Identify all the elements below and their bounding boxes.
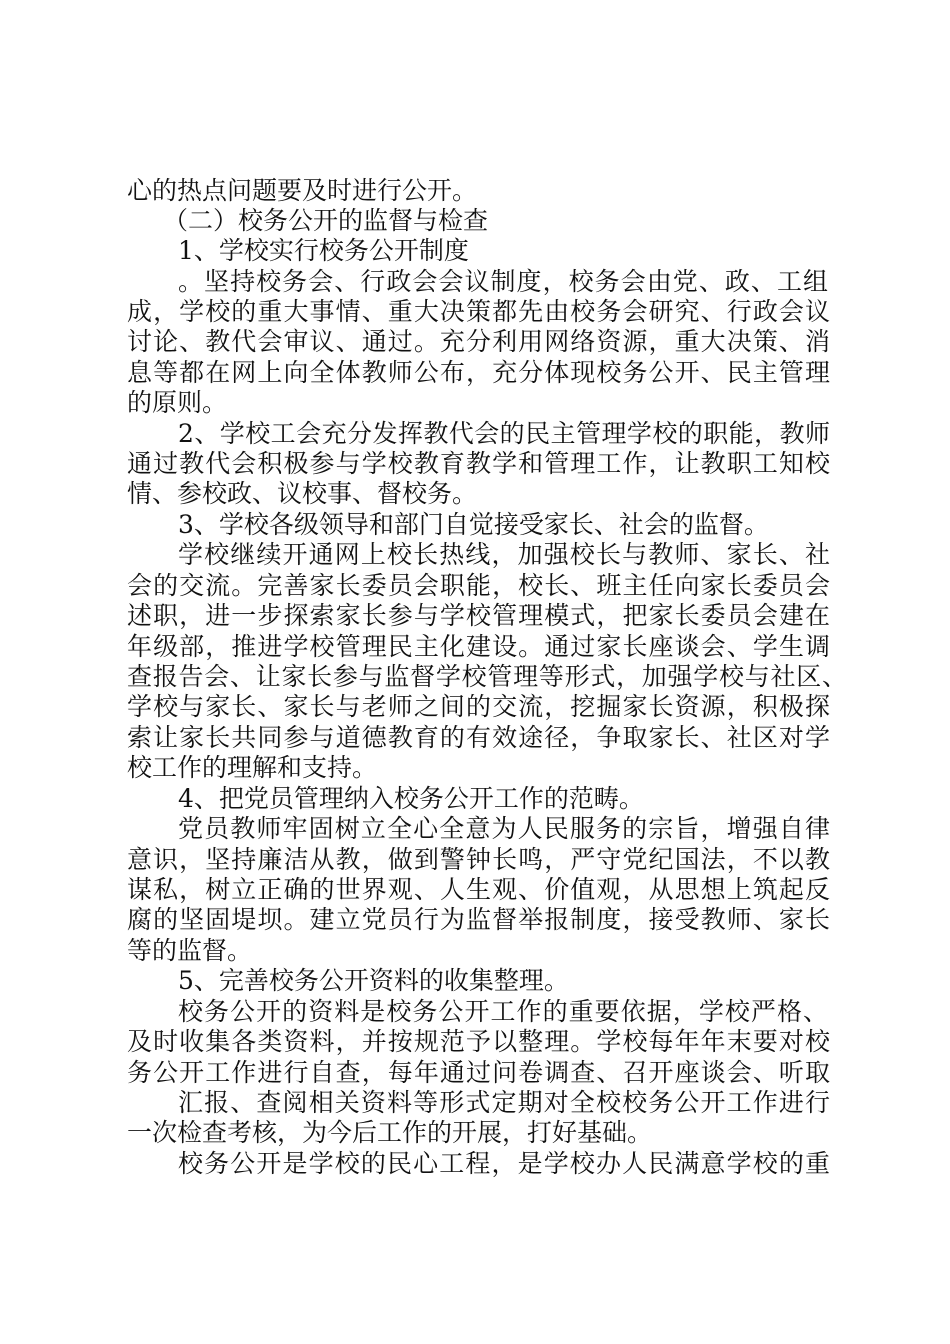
text-line: 讨论、教代会审议、通过。充分利用网络资源，重大决策、消 <box>127 327 830 356</box>
text-line: 校务公开是学校的民心工程，是学校办人民满意学校的重 <box>178 1149 830 1178</box>
text-line: 腐的坚固堤坝。建立党员行为监督举报制度，接受教师、家长 <box>127 905 830 934</box>
text-line: 校务公开的资料是校务公开工作的重要依据，学校严格、 <box>178 997 828 1026</box>
text-line: 索让家长共同参与道德教育的有效途径，争取家长、社区对学 <box>127 723 830 752</box>
text-line: 通过教代会积极参与学校教育教学和管理工作，让教职工知校 <box>127 449 830 478</box>
item-heading: 3、学校各级领导和部门自觉接受家长、社会的监督。 <box>178 510 769 539</box>
text-line: 及时收集各类资料，并按规范予以整理。学校每年年末要对校 <box>127 1027 830 1056</box>
text-line: 一次检查考核，为今后工作的开展，打好基础。 <box>127 1118 653 1147</box>
item-heading: 2、学校工会充分发挥教代会的民主管理学校的职能，教师 <box>178 419 830 448</box>
item-heading: 5、完善校务公开资料的收集整理。 <box>178 966 569 995</box>
text-line: 意识，坚持廉洁从教，做到警钟长鸣，严守党纪国法，不以教 <box>127 845 830 874</box>
text-line: 务公开工作进行自查，每年通过问卷调查、召开座谈会、听取 <box>127 1058 830 1087</box>
section-heading: （二）校务公开的监督与检查 <box>163 206 489 235</box>
text-line: 校工作的理解和支持。 <box>127 753 378 782</box>
text-line: 的原则。 <box>127 388 228 417</box>
text-line: 谋私，树立正确的世界观、人生观、价值观，从思想上筑起反 <box>127 875 830 904</box>
item-heading: 4、把党员管理纳入校务公开工作的范畴。 <box>178 784 644 813</box>
text-line: 汇报、查阅相关资料等形式定期对全校校务公开工作进行 <box>178 1088 830 1117</box>
text-line: 。坚持校务会、行政会会议制度，校务会由党、政、工组 <box>178 267 828 296</box>
text-line: 学校与家长、家长与老师之间的交流，挖掘家长资源，积极探 <box>127 692 830 721</box>
text-line: 情、参校政、议校事、督校务。 <box>127 479 478 508</box>
text-line: 心的热点问题要及时进行公开。 <box>127 176 478 205</box>
item-heading: 1、学校实行校务公开制度 <box>178 236 469 265</box>
text-line: 等的监督。 <box>127 936 253 965</box>
text-line: 年级部，推进学校管理民主化建设。通过家长座谈会、学生调 <box>127 632 830 661</box>
text-line: 息等都在网上向全体教师公布，充分体现校务公开、民主管理 <box>127 358 830 387</box>
text-line: 查报告会、让家长参与监督学校管理等形式，加强学校与社区、 <box>127 662 847 691</box>
text-line: 成，学校的重大事情、重大决策都先由校务会研究、行政会议 <box>127 297 830 326</box>
text-line: 述职，进一步探索家长参与学校管理模式，把家长委员会建在 <box>127 601 830 630</box>
text-line: 学校继续开通网上校长热线，加强校长与教师、家长、社 <box>178 540 830 569</box>
text-line: 党员教师牢固树立全心全意为人民服务的宗旨，增强自律 <box>178 814 830 843</box>
text-line: 会的交流。完善家长委员会职能，校长、班主任向家长委员会 <box>127 571 830 600</box>
